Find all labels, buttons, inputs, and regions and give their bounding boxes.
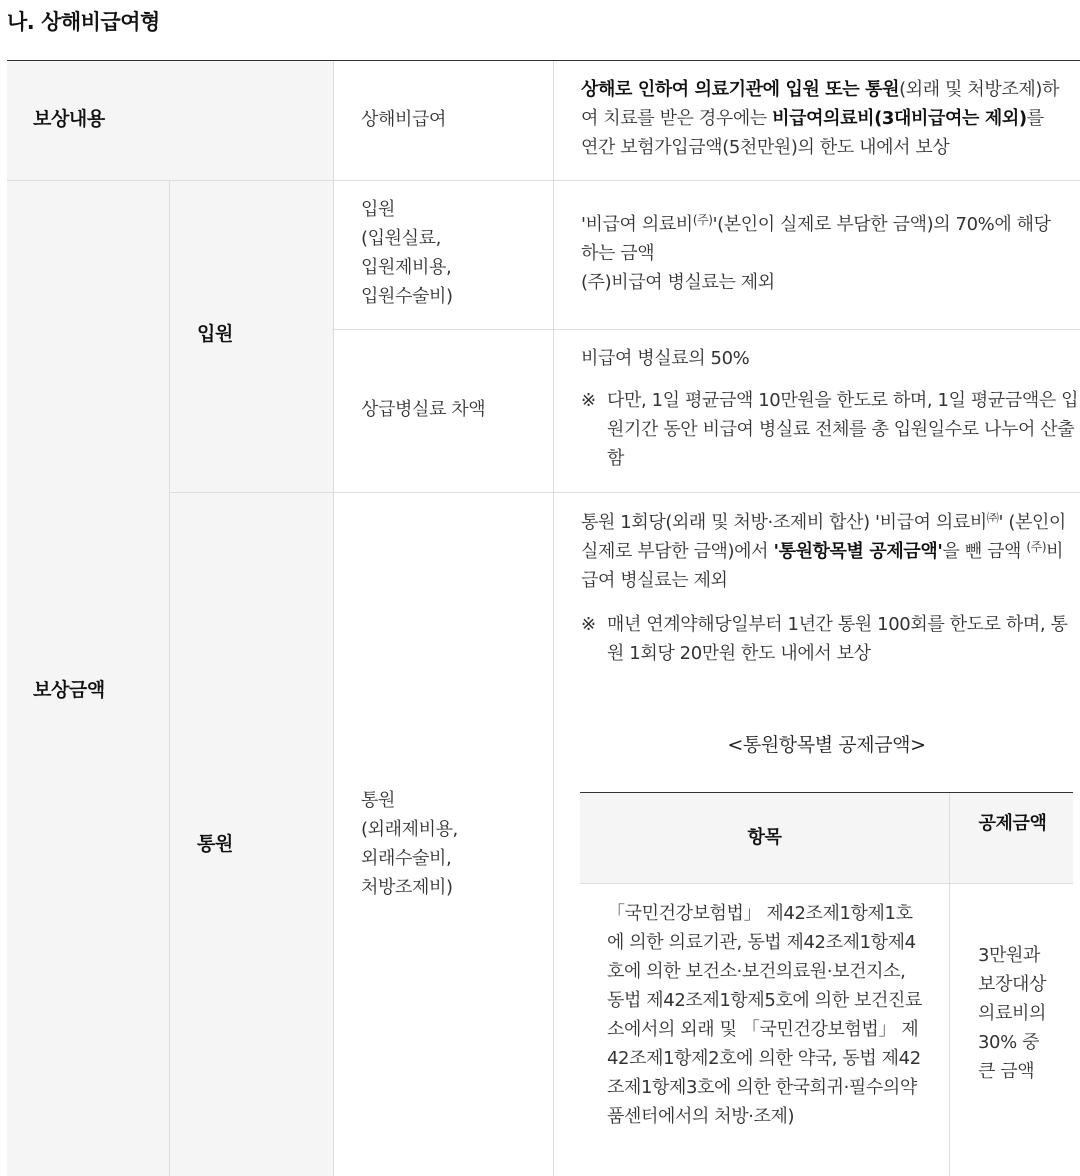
item-inpatient — [361, 195, 453, 311]
desc-text: 비급여 병실료는 제외 — [581, 541, 1064, 591]
desc-bold-text: 비급여의료비(3대비급여는 제외) — [772, 108, 1027, 129]
desc-text: ' (본인이 실제로 부담한 금액)에서 — [581, 512, 1066, 562]
sub-head-inpatient: 입원 — [197, 323, 233, 345]
item-premium-room: 상급병실료 차액 — [361, 399, 486, 420]
item-injury-nonbenefit: 상해비급여 — [361, 109, 446, 130]
divider — [169, 181, 170, 1176]
footnote-mark: ㈜ — [986, 511, 999, 525]
subtable-item-text: 「국민건강보험법」 제42조제1항제1호에 의한 의료기관, 동법 제42조제1항제4호에 의한 보건소·보건의료원·보건지소, 동법 제42조제1항제5호에 의한 보건진료소에서의 외래 및 「국민건강보험법」 제42조제1항제2호에 의한 약국, 동법 제42조제1항제3호에 의한 한국희귀·필수의약품센터에서의 처방·조제) — [607, 903, 922, 1127]
desc-inpatient — [581, 210, 1061, 268]
divider — [949, 793, 950, 1176]
item-line: (입원실료, — [361, 228, 441, 249]
divider — [169, 492, 1080, 493]
item-line: 외래수술비, — [361, 848, 452, 869]
item-line: 입원수술비) — [361, 286, 453, 307]
sub-head-outpatient: 통원 — [197, 833, 233, 855]
subtable-title: <통원항목별 공제금액> — [727, 734, 926, 756]
footnote-mark: (주) — [1026, 540, 1047, 554]
note-outpatient — [581, 610, 1071, 668]
divider — [580, 883, 1073, 884]
desc-injury-nonbenefit — [581, 75, 1061, 162]
subtable-head-item: 항목 — [747, 827, 782, 848]
row-head-compensation: 보상내용 — [33, 108, 105, 130]
item-line: 입원제비용, — [361, 257, 452, 278]
desc-text: '비급여 의료비 — [581, 214, 693, 235]
divider — [553, 61, 554, 1176]
page-title: 나. 상해비급여형 — [7, 10, 160, 34]
desc-text: 통원 1회당(외래 및 처방·조제비 합산) '비급여 의료비 — [581, 512, 987, 533]
item-line: (외래제비용, — [361, 819, 458, 840]
subtable-head-amount: 공제금액 — [978, 813, 1047, 834]
divider — [333, 329, 1080, 330]
desc-outpatient — [581, 508, 1071, 595]
footnote-mark: (주) — [692, 213, 713, 227]
desc-inpatient-note: (주)비급여 병실료는 제외 — [581, 272, 775, 293]
item-line: 처방조제비) — [361, 877, 453, 898]
item-outpatient — [361, 786, 458, 902]
note-mark: ※ — [581, 614, 596, 635]
item-line: 입원 — [361, 199, 395, 220]
note-text: 매년 연계약해당일부터 1년간 통원 100회를 한도로 하며, 통원 1회당 20만원 한도 내에서 보상 — [607, 614, 1068, 664]
item-line: 통원 — [361, 790, 395, 811]
desc-bold-text: '통원항목별 공제금액' — [773, 541, 943, 562]
row-head-amount: 보상금액 — [33, 679, 105, 701]
divider — [333, 61, 334, 1176]
note-premium-room — [581, 386, 1080, 473]
note-mark: ※ — [581, 390, 596, 411]
note-text: 다만, 1일 평균금액 10만원을 한도로 하며, 1일 평균금액은 입원기간 동안 비급여 병실료 전체를 총 입원일수로 나누어 산출함 — [607, 390, 1079, 469]
desc-premium-room: 비급여 병실료의 50% — [581, 348, 750, 369]
divider — [7, 180, 1080, 181]
desc-bold-text: 상해로 인하여 의료기관에 입원 또는 통원 — [581, 79, 900, 100]
subtable-amount-text: 3만원과 보장대상 의료비의 30% 중 큰 금액 — [978, 945, 1046, 1082]
desc-text: 을 뺀 금액 — [942, 541, 1027, 562]
desc-text: 를 연간 보험가입금액(5천만원)의 한도 내에서 보상 — [581, 108, 1044, 158]
desc-text: (외래 및 처방조제)하여 치료를 받은 경우에는 — [581, 79, 1059, 129]
desc-text: '(본인이 실제로 부담한 금액)의 70%에 해당하는 금액 — [581, 214, 1051, 264]
